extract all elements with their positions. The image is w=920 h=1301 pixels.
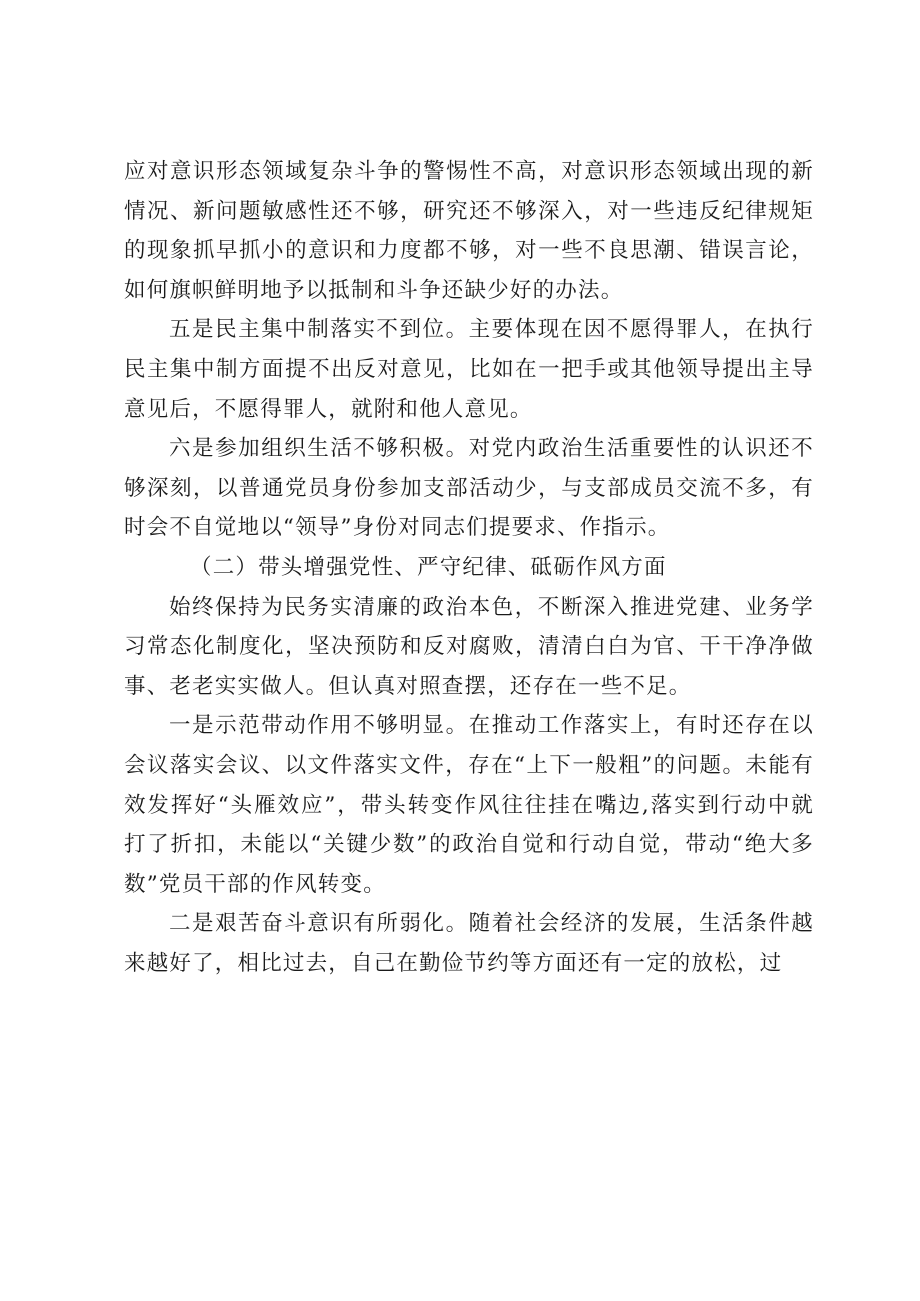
document-body [124, 152, 814, 983]
paragraph-exemplary-role: 一是示范带动作用不够明显。在推动工作落实上，有时还存在以会议落实会议、以文件落实文件，存在“上下一般粗”的问题。未能有效发挥好“头雁效应”，带头转变作风往往挂在嘴边,落实到行动中就打了折扣，未能以“关键少数”的政治自觉和行动自觉，带动“绝大多数”党员干部的作风转变。 [124, 713, 814, 897]
paragraph-democratic-centralism: 五是民主集中制落实不到位。主要体现在因不愿得罪人，在执行民主集中制方面提不出反对意见，比如在一把手或其他领导提出主导意见后，不愿得罪人，就附和他人意见。 [124, 317, 814, 422]
paragraph-hard-work: 二是艰苦奋斗意识有所弱化。随着社会经济的发展，生活条件越来越好了，相比过去，自己在勤俭节约等方面还有一定的放松，过 [124, 911, 814, 976]
paragraph-section-intro: 始终保持为民务实清廉的政治本色，不断深入推进党建、业务学习常态化制度化，坚决预防和反对腐败，清清白白为官、干干净净做事、老老实实做人。但认真对照查摆，还存在一些不足。 [124, 594, 814, 699]
paragraph-organizational-life: 六是参加组织生活不够积极。对党内政治生活重要性的认识还不够深刻，以普通党员身份参加支部活动少，与支部成员交流不多，有时会不自觉地以“领导”身份对同志们提要求、作指示。 [124, 436, 814, 541]
section-heading: （二）带头增强党性、严守纪律、砥砺作风方面 [190, 554, 667, 580]
paragraph-continuation: 应对意识形态领域复杂斗争的警惕性不高，对意识形态领域出现的新情况、新问题敏感性还不够，研究还不够深入，对一些违反纪律规矩的现象抓早抓小的意识和力度都不够，对一些不良思潮、错误言论，如何旗帜鲜明地予以抵制和斗争还缺少好的办法。 [124, 159, 814, 303]
